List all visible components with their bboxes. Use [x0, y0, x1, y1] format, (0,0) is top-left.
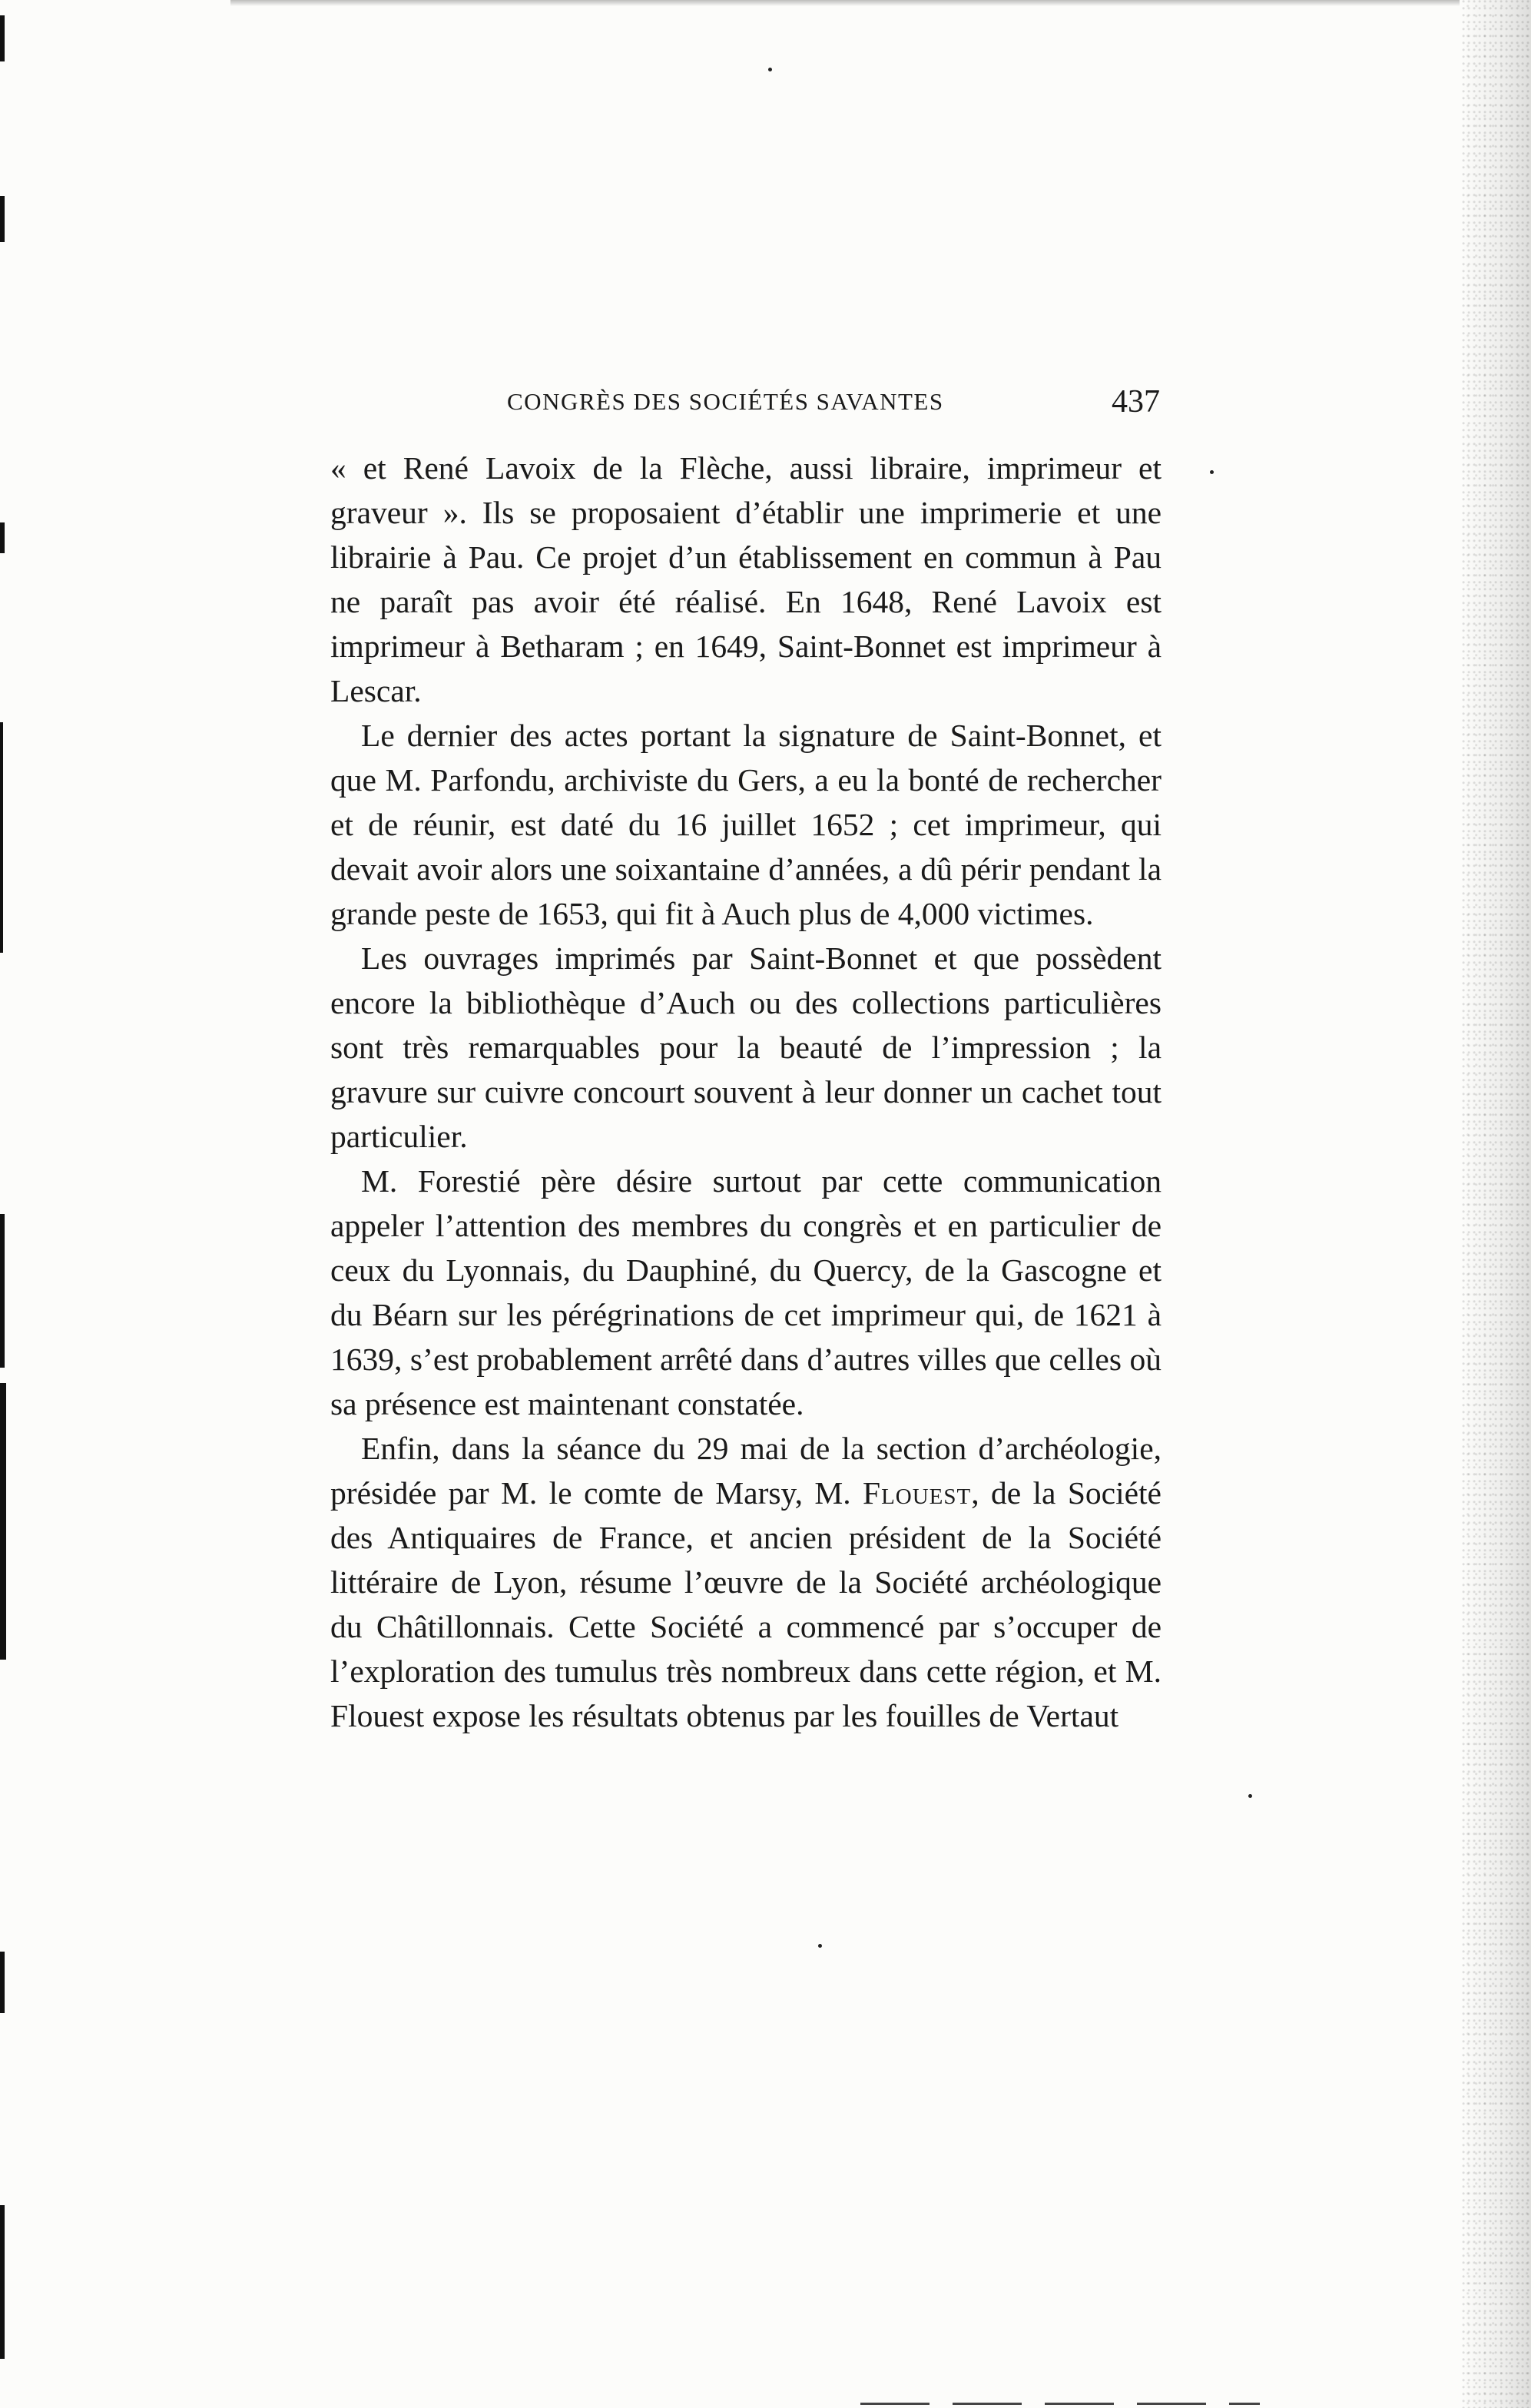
binding-mark — [0, 15, 5, 61]
binding-mark — [0, 2205, 5, 2359]
running-title: CONGRÈS DES SOCIÉTÉS SAVANTES — [507, 388, 944, 415]
binding-mark — [0, 522, 5, 553]
binding-mark — [0, 722, 3, 953]
speck — [1248, 1794, 1252, 1798]
body-text — [330, 446, 1162, 1738]
paragraph — [330, 1426, 1162, 1738]
running-header — [507, 384, 1160, 434]
page-number: 437 — [1112, 384, 1160, 420]
person-name: Flouest — [862, 1475, 972, 1511]
paragraph-text: Enfin, dans la séance du 29 mai de la section d’archéologie, présidée par M. le comte de Marsy, M. — [330, 1431, 1162, 1511]
speck — [768, 68, 772, 71]
speck — [818, 1944, 822, 1948]
paragraph: Le dernier des actes portant la signature de Saint-Bonnet, et que M. Parfondu, archiviste du Gers, a eu la bonté de rechercher et de réunir, est daté du 16 juillet 1652 ; cet imprimeur, qui devait avoir alors une soixantaine d’années, a dû périr pendant la grande peste de 1653, qui fit à Auch plus de 4,000 victimes. — [330, 718, 1162, 931]
binding-mark — [0, 1383, 6, 1660]
speck — [1210, 470, 1214, 474]
paragraph-text: , de la Société des Antiquaires de France, et ancien président de la Société littéraire de Lyon, résume l’œuvre de la Société archéologique du Châtillonnais. Cette Société a commencé par s’occuper de l’exploration des tumulus très nombreux dans cette région, et M. Flouest expose les résultats obtenus par les fouilles de Vertaut — [330, 1475, 1162, 1733]
binding-mark — [0, 196, 5, 242]
scan-right-edge-shadow — [1462, 0, 1531, 2408]
paragraph: M. Forestié père désire surtout par cette communication appeler l’attention des membres du congrès et en particulier de ceux du Lyonnais, du Dauphiné, du Quercy, de la Gascogne et du Béarn sur les pérégrinations de cet imprimeur qui, de 1621 à 1639, s’est probablement arrêté dans d’autres villes que celles où sa présence est maintenant constatée. — [330, 1163, 1162, 1421]
paragraph: « et René Lavoix de la Flèche, aussi libraire, imprimeur et graveur ». Ils se proposaient d’établir une imprimerie et une librairie à Pau. Ce projet d’un établissement en commun à Pau ne paraît pas avoir été réalisé. En 1648, René Lavoix est imprimeur à Betharam ; en 1649, Saint-Bonnet est imprimeur à Lescar. — [330, 450, 1162, 708]
binding-mark — [0, 1952, 5, 2013]
scan-top-shadow — [230, 0, 1460, 6]
paragraph: Les ouvrages imprimés par Saint-Bonnet et que possèdent encore la bibliothèque d’Auch ou des collections particulières sont très remarquables pour la beauté de l’impression ; la gravure sur cuivre concourt souvent à leur donner un cachet tout particulier. — [330, 940, 1162, 1154]
scan-bottom-marks — [860, 2403, 1260, 2405]
binding-mark — [0, 1214, 5, 1368]
